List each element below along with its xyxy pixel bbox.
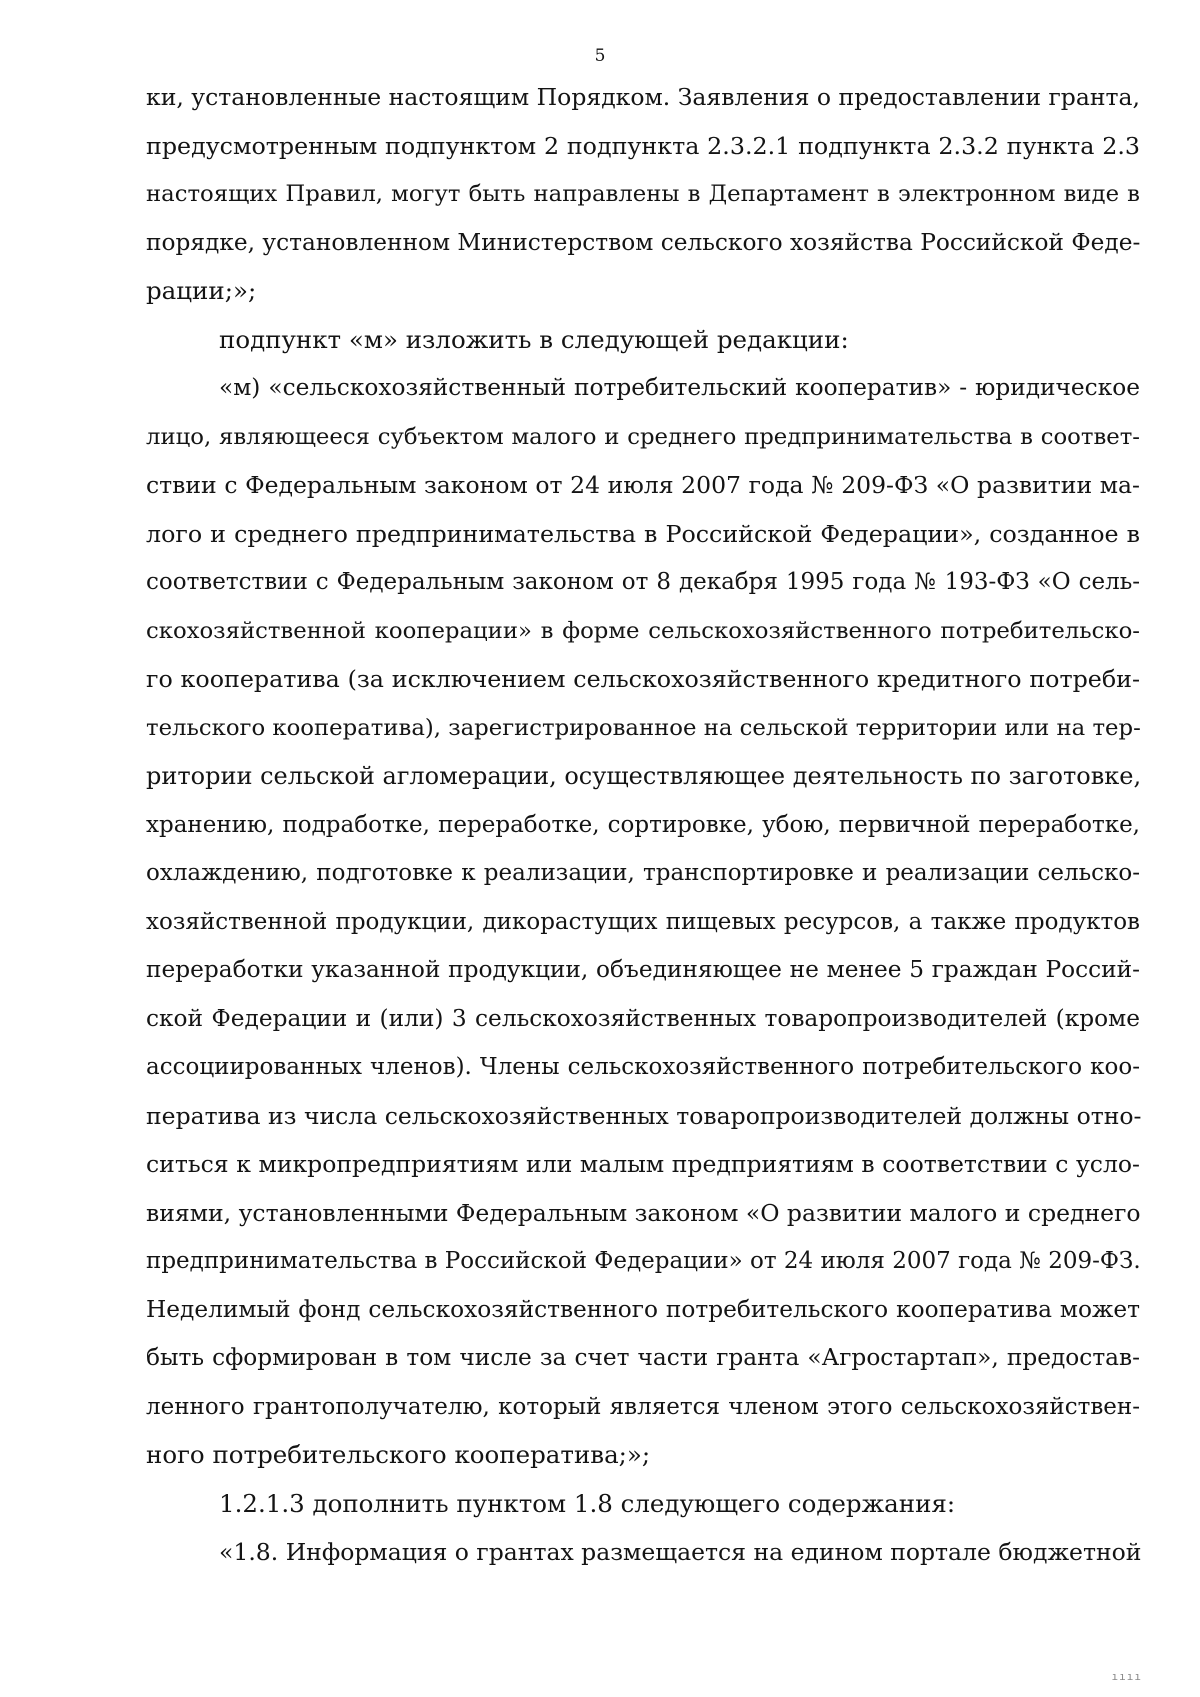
text-line: го кооператива (за исключением сельскохозяйственного кредитного потреби-: [146, 665, 1140, 693]
text-line: настоящих Правил, могут быть направлены в Департамент в электронном виде в: [146, 181, 1140, 207]
text-line: соответствии с Федеральным законом от 8 декабря 1995 года № 193-ФЗ «О сель-: [146, 569, 1140, 595]
text-line: тельского кооператива), зарегистрированное на сельской территории или на тер-: [146, 714, 1141, 741]
text-line: хранению, подработке, переработке, сортировке, убою, первичной переработке,: [146, 811, 1140, 838]
text-line: лого и среднего предпринимательства в Российской Федерации», созданное в: [146, 519, 1140, 548]
text-line: ассоциированных членов). Члены сельскохозяйственного потребительского коо-: [146, 1054, 1140, 1080]
text-line: ного потребительского кооператива;»;: [146, 1440, 651, 1469]
text-line: охлаждению, подготовке к реализации, транспортировке и реализации сельско-: [146, 860, 1140, 886]
paragraph-start: 1.2.1.3 дополнить пунктом 1.8 следующего содержания:: [219, 1488, 956, 1518]
text-line: ствии с Федеральным законом от 24 июля 2007 года № 209-ФЗ «О развитии ма-: [146, 471, 1140, 499]
page-number: 5: [594, 46, 606, 66]
text-line: скохозяйственной кооперации» в форме сельскохозяйственного потребительско-: [146, 617, 1140, 644]
text-line: хозяйственной продукции, дикорастущих пищевых ресурсов, а также продуктов: [146, 908, 1140, 935]
paragraph-start: «м) «сельскохозяйственный потребительский кооператив» - юридическое: [219, 374, 1140, 401]
text-line: быть сформирован в том числе за счет части гранта «Агростартап», предостав-: [146, 1344, 1140, 1371]
paragraph-start: подпункт «м» изложить в следующей редакции:: [219, 324, 849, 354]
text-line: порядке, установленном Министерством сельского хозяйства Российской Феде-: [146, 228, 1141, 256]
text-line: предпринимательства в Российской Федерации» от 24 июля 2007 года № 209-ФЗ.: [146, 1248, 1141, 1274]
scan-mark: ıııı: [1111, 1670, 1142, 1683]
text-line: ритории сельской агломерации, осуществляющее деятельность по заготовке,: [146, 762, 1142, 790]
text-line: ленного грантополучателю, который является членом этого сельскохозяйствен-: [146, 1393, 1140, 1420]
document-body: [146, 73, 1140, 1577]
text-line: рации;»;: [146, 276, 257, 305]
paragraph-start: «1.8. Информация о грантах размещается на едином портале бюджетной: [219, 1538, 1142, 1566]
text-line: ской Федерации и (или) 3 сельскохозяйственных товаропроизводителей (кроме: [146, 1004, 1140, 1032]
text-line: ки, установленные настоящим Порядком. Заявления о предоставлении гранта,: [146, 83, 1140, 111]
text-line: предусмотренным подпунктом 2 подпункта 2.3.2.1 подпункта 2.3.2 пункта 2.3: [146, 131, 1140, 160]
text-line: ситься к микропредприятиям или малым предприятиям в соответствии с усло-: [146, 1150, 1140, 1178]
text-line: переработки указанной продукции, объединяющее не менее 5 граждан Россий-: [146, 956, 1140, 983]
text-line: Неделимый фонд сельскохозяйственного потребительского кооператива может: [146, 1295, 1140, 1323]
text-line: виями, установленными Федеральным законом «О развитии малого и среднего: [146, 1198, 1141, 1227]
text-line: лицо, являющееся субъектом малого и среднего предпринимательства в соответ-: [146, 423, 1140, 450]
text-line: ператива из числа сельскохозяйственных товаропроизводителей должны отно-: [146, 1101, 1142, 1130]
